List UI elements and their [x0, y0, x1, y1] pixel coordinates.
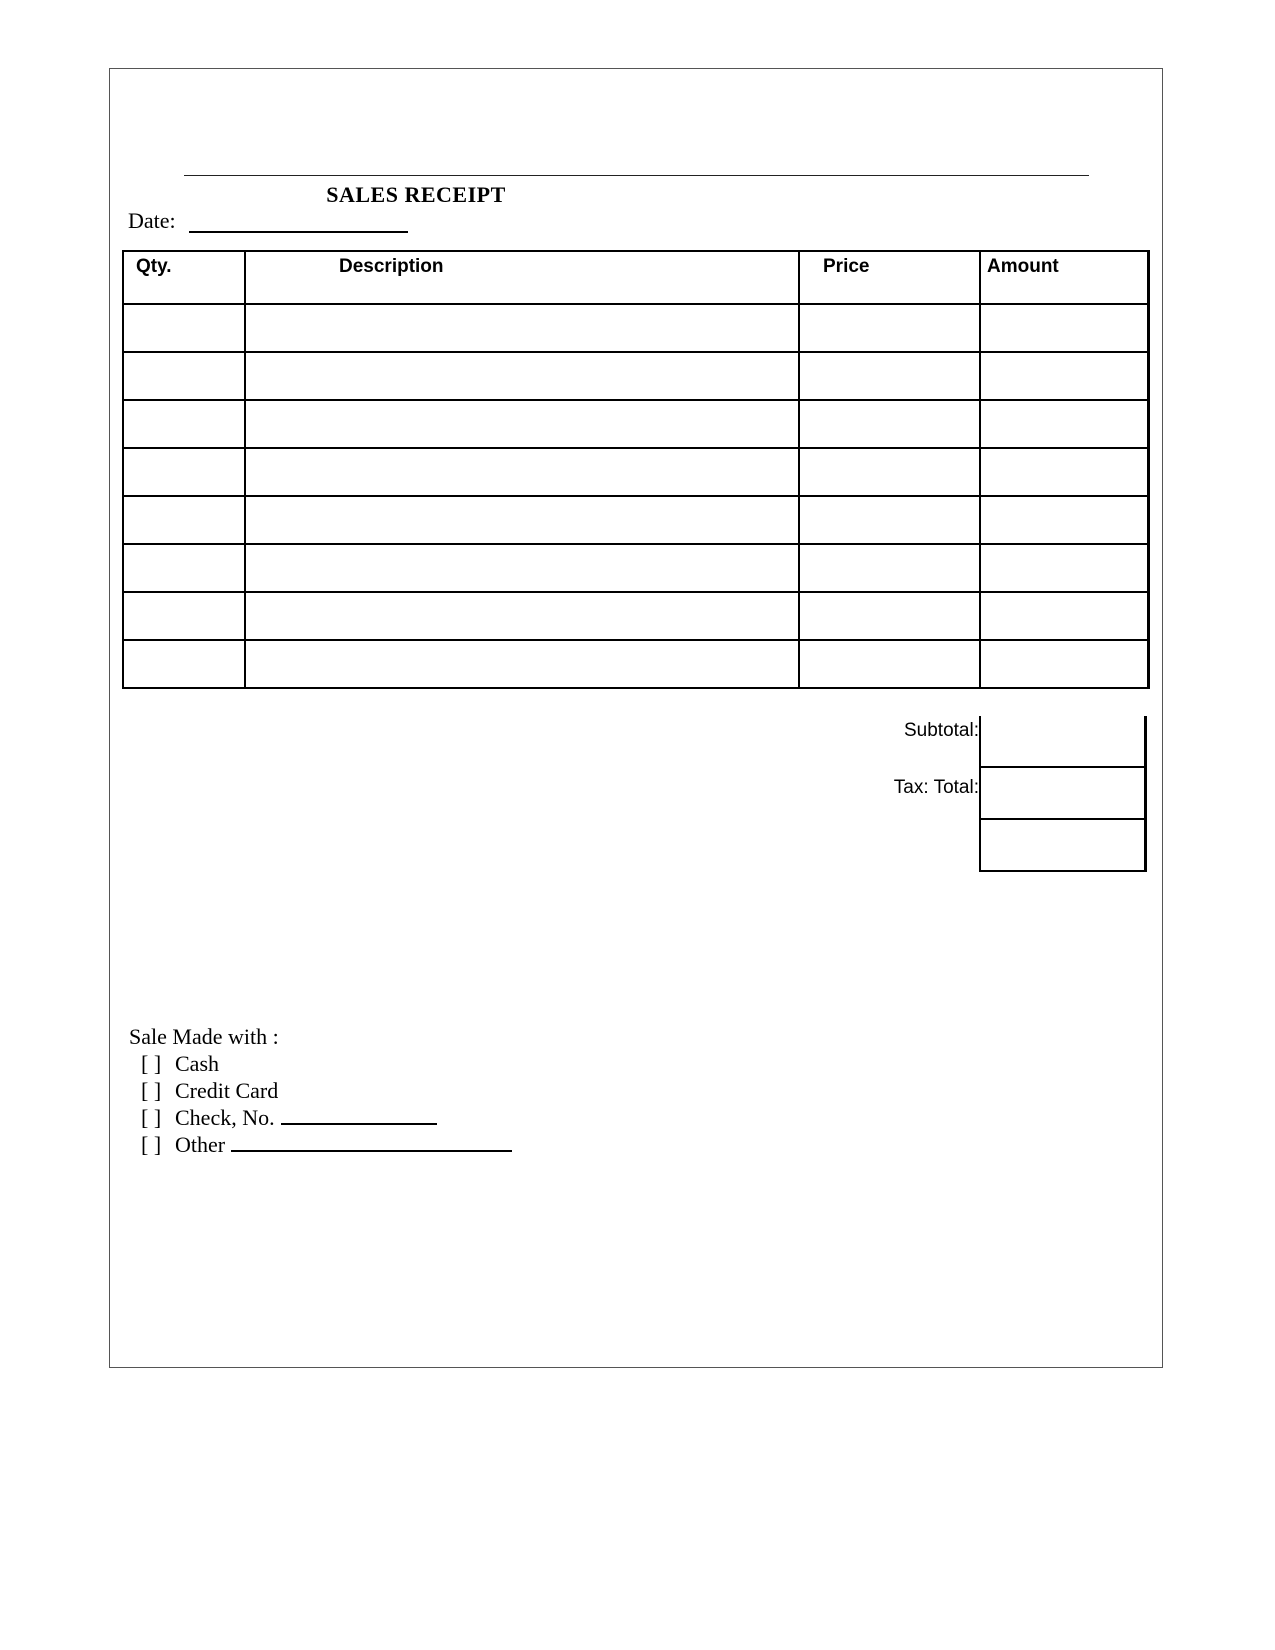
amount-cell[interactable] [980, 640, 1148, 688]
description-cell[interactable] [245, 544, 799, 592]
checkbox-icon[interactable]: [ ] [141, 1105, 162, 1130]
payment-option-label: Cash [175, 1051, 219, 1076]
date-field[interactable] [189, 231, 408, 233]
price-cell[interactable] [799, 352, 980, 400]
amount-cell[interactable] [980, 592, 1148, 640]
page-title: SALES RECEIPT [326, 182, 506, 207]
amount-cell[interactable] [980, 496, 1148, 544]
check-number-field[interactable] [281, 1105, 437, 1125]
header-rule [184, 175, 1089, 176]
tax-total-label: Tax: Total: [893, 777, 979, 798]
payment-option-label: Credit Card [175, 1078, 279, 1103]
payment-option-label: Other [175, 1132, 226, 1157]
payment-option-label: Check, No. [175, 1105, 275, 1130]
qty-cell[interactable] [123, 592, 245, 640]
column-header-qty: Qty. [123, 251, 245, 304]
tax-field[interactable] [979, 768, 1147, 820]
description-cell[interactable] [245, 592, 799, 640]
table-row [123, 544, 1148, 592]
amount-cell[interactable] [980, 352, 1148, 400]
description-cell[interactable] [245, 448, 799, 496]
other-method-field[interactable] [231, 1132, 512, 1152]
table-row [123, 448, 1148, 496]
qty-cell[interactable] [123, 304, 245, 352]
table-row [123, 592, 1148, 640]
checkbox-icon[interactable]: [ ] [141, 1051, 162, 1076]
description-cell[interactable] [245, 640, 799, 688]
price-cell[interactable] [799, 496, 980, 544]
description-cell[interactable] [245, 496, 799, 544]
subtotal-label: Subtotal: [904, 720, 979, 741]
subtotal-field[interactable] [979, 716, 1147, 768]
qty-cell[interactable] [123, 448, 245, 496]
column-header-amount: Amount [980, 251, 1148, 304]
table-row [123, 400, 1148, 448]
line-items-table [122, 250, 1150, 689]
totals-column [979, 716, 1147, 872]
price-cell[interactable] [799, 592, 980, 640]
checkbox-icon[interactable]: [ ] [141, 1132, 162, 1157]
description-cell[interactable] [245, 352, 799, 400]
table-row [123, 352, 1148, 400]
table-header-row [123, 251, 1148, 304]
price-cell[interactable] [799, 544, 980, 592]
qty-cell[interactable] [123, 640, 245, 688]
date-label: Date: [128, 208, 176, 233]
payment-option-credit-card[interactable] [129, 1078, 278, 1104]
price-cell[interactable] [799, 304, 980, 352]
amount-cell[interactable] [980, 304, 1148, 352]
qty-cell[interactable] [123, 400, 245, 448]
description-cell[interactable] [245, 400, 799, 448]
amount-cell[interactable] [980, 448, 1148, 496]
amount-cell[interactable] [980, 544, 1148, 592]
payment-option-other[interactable] [129, 1132, 512, 1158]
price-cell[interactable] [799, 448, 980, 496]
total-field[interactable] [979, 820, 1147, 872]
column-header-price: Price [799, 251, 980, 304]
table-row [123, 304, 1148, 352]
payment-heading: Sale Made with : [129, 1024, 279, 1049]
column-header-description: Description [245, 251, 799, 304]
qty-cell[interactable] [123, 496, 245, 544]
table-row [123, 496, 1148, 544]
checkbox-icon[interactable]: [ ] [141, 1078, 162, 1103]
payment-option-cash[interactable] [129, 1051, 219, 1077]
table-row [123, 640, 1148, 688]
qty-cell[interactable] [123, 352, 245, 400]
price-cell[interactable] [799, 640, 980, 688]
qty-cell[interactable] [123, 544, 245, 592]
amount-cell[interactable] [980, 400, 1148, 448]
description-cell[interactable] [245, 304, 799, 352]
price-cell[interactable] [799, 400, 980, 448]
payment-option-check[interactable] [129, 1105, 437, 1131]
